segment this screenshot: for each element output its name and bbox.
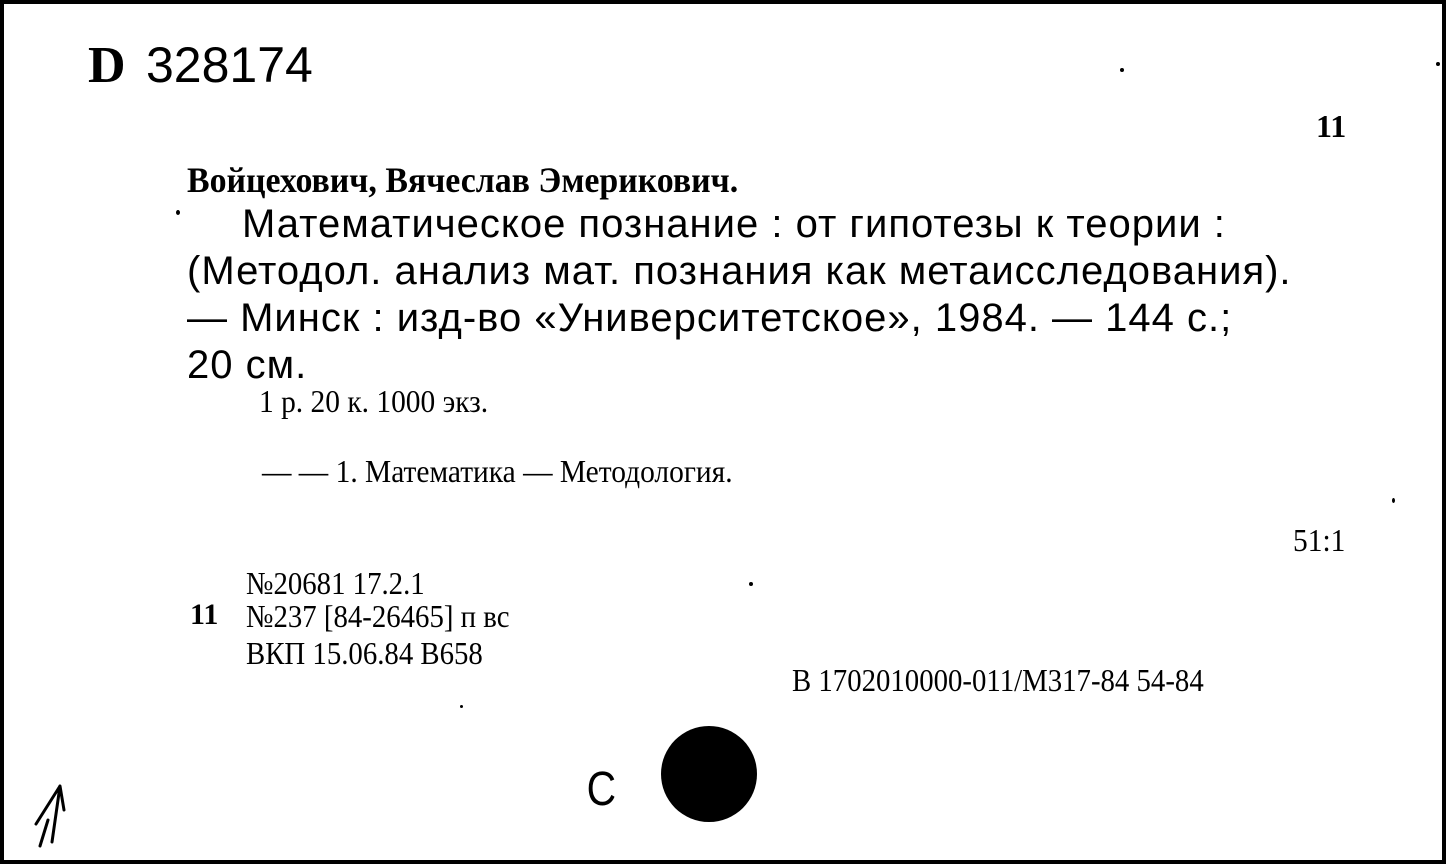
speck xyxy=(1392,498,1395,503)
speck xyxy=(749,582,753,586)
speck xyxy=(460,705,463,708)
record-prefix: 11 xyxy=(190,598,219,631)
catalog-number: 328174 xyxy=(146,37,313,93)
speck xyxy=(1120,68,1124,72)
record-line: №20681 17.2.1 xyxy=(246,565,425,601)
classification-code: 51:1 xyxy=(1293,522,1346,558)
corner-number: 11 xyxy=(1316,108,1347,144)
subject-heading: — — 1. Математика — Методология. xyxy=(262,453,733,489)
description-line: — Минск : изд-во «Университетское», 1984. — 144 с.; xyxy=(187,296,1233,340)
description-line: (Методол. анализ мат. познания как метаисследования). xyxy=(187,249,1292,293)
record-line: №237 [84-26465] п вс xyxy=(246,598,510,634)
description-line: Математическое познание : от гипотезы к теории : xyxy=(242,202,1226,246)
publication-index: В 1702010000-011/М317-84 54-84 xyxy=(792,662,1204,698)
filled-circle-mark xyxy=(661,726,757,822)
catalog-prefix: D xyxy=(88,37,126,94)
price-and-print-run: 1 р. 20 к. 1000 экз. xyxy=(259,383,489,419)
grade-letter: С xyxy=(586,763,617,816)
handwritten-mark-icon xyxy=(30,780,74,852)
speck xyxy=(1436,62,1440,66)
author-heading: Войцехович, Вячеслав Эмерикович. xyxy=(187,160,739,200)
description-line: 20 см. xyxy=(187,343,308,387)
speck xyxy=(176,210,180,215)
record-line: ВКП 15.06.84 В658 xyxy=(246,635,483,671)
